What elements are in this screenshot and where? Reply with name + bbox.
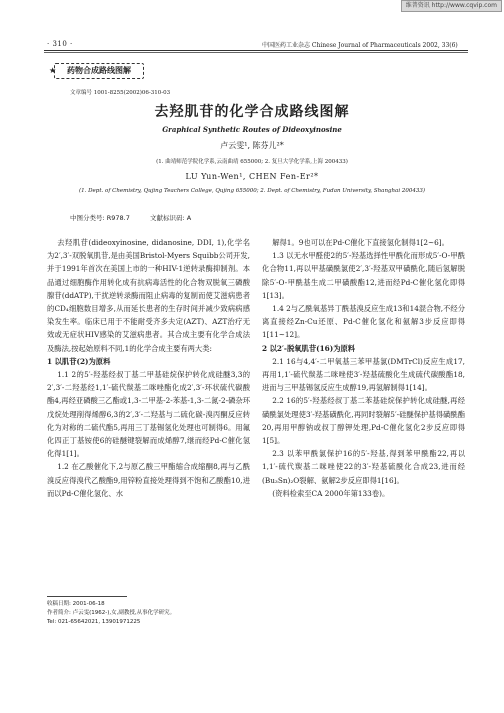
clc-number: 中图分类号: R978.7 xyxy=(70,214,130,222)
page-number: · 310 · xyxy=(47,40,73,48)
left-column xyxy=(47,236,250,500)
footnote-rule xyxy=(47,596,127,597)
star-icon: ★ xyxy=(49,66,57,75)
right-paragraph: (资料检索至CA 2000年第133卷)。 xyxy=(272,488,390,498)
right-section-heading: 2 以2′-脱氧肌苷(16)为原料 xyxy=(262,343,356,353)
article-title-en: Graphical Synthetic Routes of Dideoxyinosine xyxy=(162,125,342,134)
left-paragraph: 去羟肌苷(dideoxyinosine, didanosine, DDI, 1),化学名为2′,3′-双脱氧肌苷,是由美国Bristol-Myers Squibb公司开发,并于1991年首次在美国上市的一种HIV-1逆转录酶抑制剂。本品通过细胞酶作用转化成有抗病毒活性的化合物双脱氧三磷酸腺苷(ddATP),干扰逆转录酶而阻止病毒的复制而使艾滋病患者的CD₄细胞数目增多,从而延长患者的生存时间并减少致病病感染发生率。临床已用于不能耐受齐多夫定(AZT)、AZT治疗无效或无症状HIV感染的艾滋病患者。其合成主要有化学合成法及酶法,按起始原料不同,1的化学合成主要有两大类: xyxy=(47,238,250,353)
right-paragraph: 2.2 16的5′-羟基经叔丁基二苯基硅烷保护转化成硅醚,再经磺酰氯处理使3′-羟基磺酰化,再同时裂解5′-硅醚保护基得磺酰酯20,再用甲醇钠或叔丁醇钾处理,Pd-C催化氢化2步反应即得1[5]。 xyxy=(262,396,465,446)
document-code: 文献标识码: A xyxy=(149,214,192,222)
right-paragraph: 1.3 以无水甲醛使2的5′-羟基选择性甲酰化而形成5′-O-甲酰化合物11,再以甲基磺酰氯使2′,3′-羟基双甲磺酰化,随后氢解脱除5′-O-甲酰基生成二甲磺酸酯12,进而经Pd-C催化氢化即得1[13]。 xyxy=(262,251,465,300)
affiliation-en: (1. Dept. of Chemistry, Qujing Teachers College, Qujing 655000; 2. Dept. of Chemistry, Fudan University, Shanghai 200433) xyxy=(79,188,425,194)
section-label: 药物合成路线图解 xyxy=(67,66,131,75)
footnote-received: 收稿日期: 2001-06-18 xyxy=(47,601,105,607)
right-paragraph: 1.4 2与乙酰氧基异丁酰基溴反应生成13和14混合物,不经分离直接经Zn-Cu还原、Pd-C催化氢化和氨解3步反应即得1[11~12]。 xyxy=(262,304,465,340)
left-paragraph: 1.1 2的5′-羟基经叔丁基二甲基硅烷保护转化成硅醚3,3的2′,3′-二羟基经1,1′-硫代羰基二咪唑酯化成2′,3′-环状硫代碳酸酯4,再经亚磷酸三乙酯或1,3-二甲基-2-苯基-1,3-二氮-2-磷杂环戊烷处理削得烯醇6,3的2′,3′-二羟基与二硫化碳-溴丙酮反应转化为对称的二硫代酯5,再用三丁基锡氢化处理也可制得6。用氟化四正丁基铵使6的硅醚键裂解而成烯醇7,继而经Pd-C催化氢化得1[1]。 xyxy=(47,370,250,459)
header-rule xyxy=(44,50,468,51)
authors-cn: 卢云雯¹, 陈芬儿²* xyxy=(220,141,284,150)
footnote-author-bio: 作者简介: 卢云雯(1962-),女,副教授,从事化学研究。 xyxy=(47,610,176,616)
right-paragraph: 2.1 16与4,4′-二甲氧基三苯甲基氯(DMTrCl)反应生成17,再用1,1′-硫代羰基二咪唑使3′-羟基硫酸化生成硫代碳酸酯18,进而与三甲基锡氢反应生成醇19,再氢解制得1[14]。 xyxy=(262,356,465,393)
left-paragraph: 1.2 在乙酸催化下,2与原乙酸三甲酯缩合成缩酮8,再与乙酰溴反应得溴代乙酸酯9,用锌粉直接处理得到不饱和乙酸酯10,进而以Pd-C催化氢化、水 xyxy=(47,462,250,498)
article-id: 文章编号 1001-8255(2002)06-310-03 xyxy=(70,90,171,96)
article-title-cn: 去羟肌苷的化学合成路线图解 xyxy=(154,104,350,120)
header-rule-thin xyxy=(44,52,468,53)
authors-en: LU Yun-Wen¹, CHEN Fen-Er²* xyxy=(185,172,319,181)
right-paragraph: 解得1。9也可以在Pd-C催化下直接氢化制得1[2~6]。 xyxy=(272,238,449,247)
left-section-heading: 1 以肌苷(2)为原料 xyxy=(47,356,111,366)
affiliation-cn: (1. 曲靖师范学院化学系,云南曲靖 655000; 2. 复旦大学化学系,上海 200433) xyxy=(156,159,348,165)
right-column xyxy=(262,236,465,500)
section-label-box xyxy=(49,63,144,79)
classification-line xyxy=(70,213,209,222)
footnote-contact: Tel: 021-65642021, 13901971225 xyxy=(47,619,141,625)
watermark-banner: 维普资讯 http://www.cqvip.com xyxy=(401,0,502,12)
right-paragraph: 2.3 以苯甲酰氯保护16的5′-羟基,得到苯甲酰酯22,再以1,1′-硫代羰基二咪唑使22的3′-羟基硫酰化合成23,进而经(Bu₃Sn)₂O裂解、氨解2步反应即得1[16]。 xyxy=(262,449,465,485)
journal-header: 中国医药工业杂志 Chinese Journal of Pharmaceuticals 2002, 33(6) xyxy=(262,42,458,49)
